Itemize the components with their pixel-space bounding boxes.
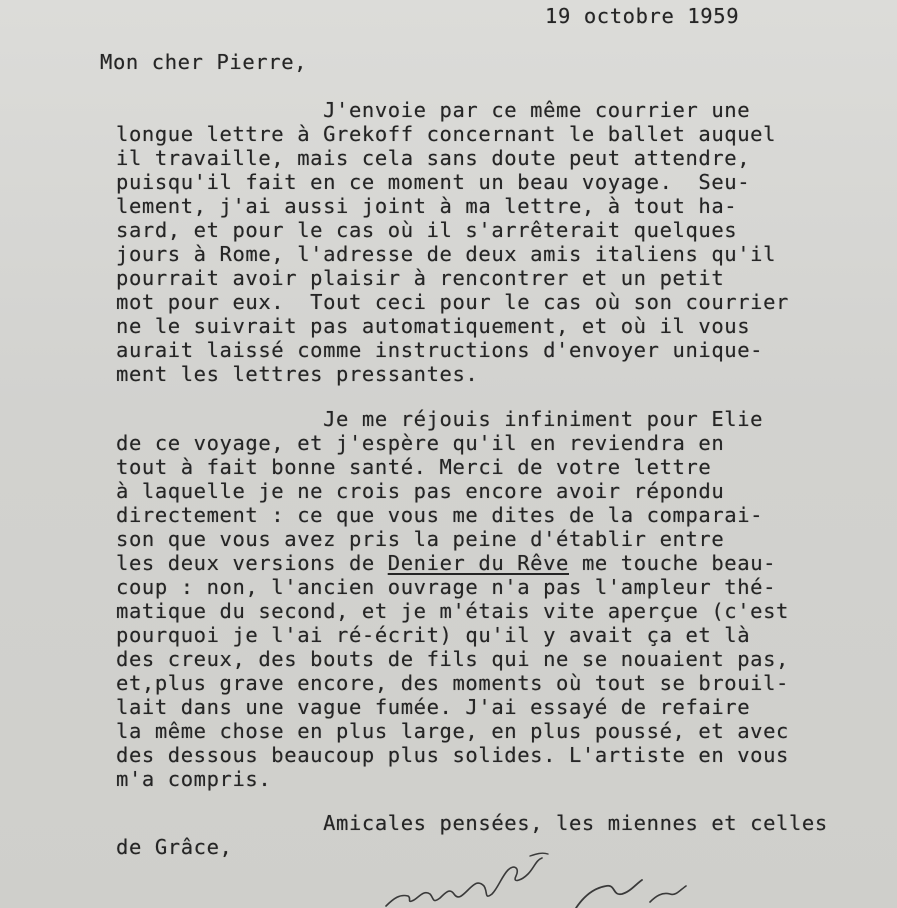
paragraph-2-line (116, 551, 776, 575)
paragraph-1-line: pourrait avoir plaisir à rencontrer et un petit (116, 266, 725, 290)
paragraph-2-line: de ce voyage, et j'espère qu'il en reviendra en (116, 431, 725, 455)
handwritten-signature (380, 850, 700, 908)
paragraph-1-line: puisqu'il fait en ce moment un beau voyage. Seu- (116, 170, 751, 194)
paragraph-2-line: m'a compris. (116, 767, 272, 791)
paragraph-2-line: des dessous beaucoup plus solides. L'artiste en vous (116, 743, 789, 767)
paragraph-1-line: aurait laissé comme instructions d'envoyer unique- (116, 338, 764, 362)
paragraph-2-line: à laquelle je ne crois pas encore avoir répondu (116, 479, 725, 503)
paragraph-2-line: la même chose en plus large, en plus poussé, et avec (116, 719, 789, 743)
text-run: me touche beau- (569, 551, 777, 575)
paragraph-1-line: J'envoie par ce même courrier une (116, 98, 751, 122)
paragraph-2-line: son que vous avez pris la peine d'établir entre (116, 527, 725, 551)
paragraph-1-line: jours à Rome, l'adresse de deux amis italiens qu'il (116, 242, 777, 266)
paragraph-2-line: tout à fait bonne santé. Merci de votre lettre (116, 455, 712, 479)
paragraph-2-line: Je me réjouis infiniment pour Elie (116, 407, 764, 431)
paragraph-1-line: lement, j'ai aussi joint à ma lettre, à tout ha- (116, 194, 738, 218)
letter-date: 19 octobre 1959 (545, 4, 740, 28)
paragraph-1-line: ne le suivrait pas automatiquement, et où il vous (116, 314, 751, 338)
paragraph-1-line: mot pour eux. Tout ceci pour le cas où son courrier (116, 290, 789, 314)
paragraph-2-line: lait dans une vague fumée. J'ai essayé de refaire (116, 695, 751, 719)
text-run: les deux versions de (116, 551, 388, 575)
paragraph-2-line: matique du second, et je m'étais vite aperçue (c'est (116, 599, 789, 623)
paragraph-1-line: ment les lettres pressantes. (116, 362, 479, 386)
paragraph-2-line: des creux, des bouts de fils qui ne se nouaient pas, (116, 647, 789, 671)
paragraph-2-line: coup : non, l'ancien ouvrage n'a pas l'ampleur thé- (116, 575, 777, 599)
paragraph-2-line: pourquoi je l'ai ré-écrit) qu'il y avait ça et là (116, 623, 751, 647)
closing-line: de Grâce, (116, 835, 233, 859)
paragraph-2-line: directement : ce que vous me dites de la comparai- (116, 503, 764, 527)
book-title: Denier du Rêve (387, 551, 569, 575)
paragraph-1-line: il travaille, mais cela sans doute peut attendre, (116, 146, 751, 170)
salutation: Mon cher Pierre, (100, 50, 308, 74)
paragraph-1-line: sard, et pour le cas où il s'arrêterait quelques (116, 218, 738, 242)
closing-line: Amicales pensées, les miennes et celles (116, 811, 828, 835)
paragraph-2-line: et,plus grave encore, des moments où tout se brouil- (116, 671, 789, 695)
paragraph-1-line: longue lettre à Grekoff concernant le ballet auquel (116, 122, 777, 146)
